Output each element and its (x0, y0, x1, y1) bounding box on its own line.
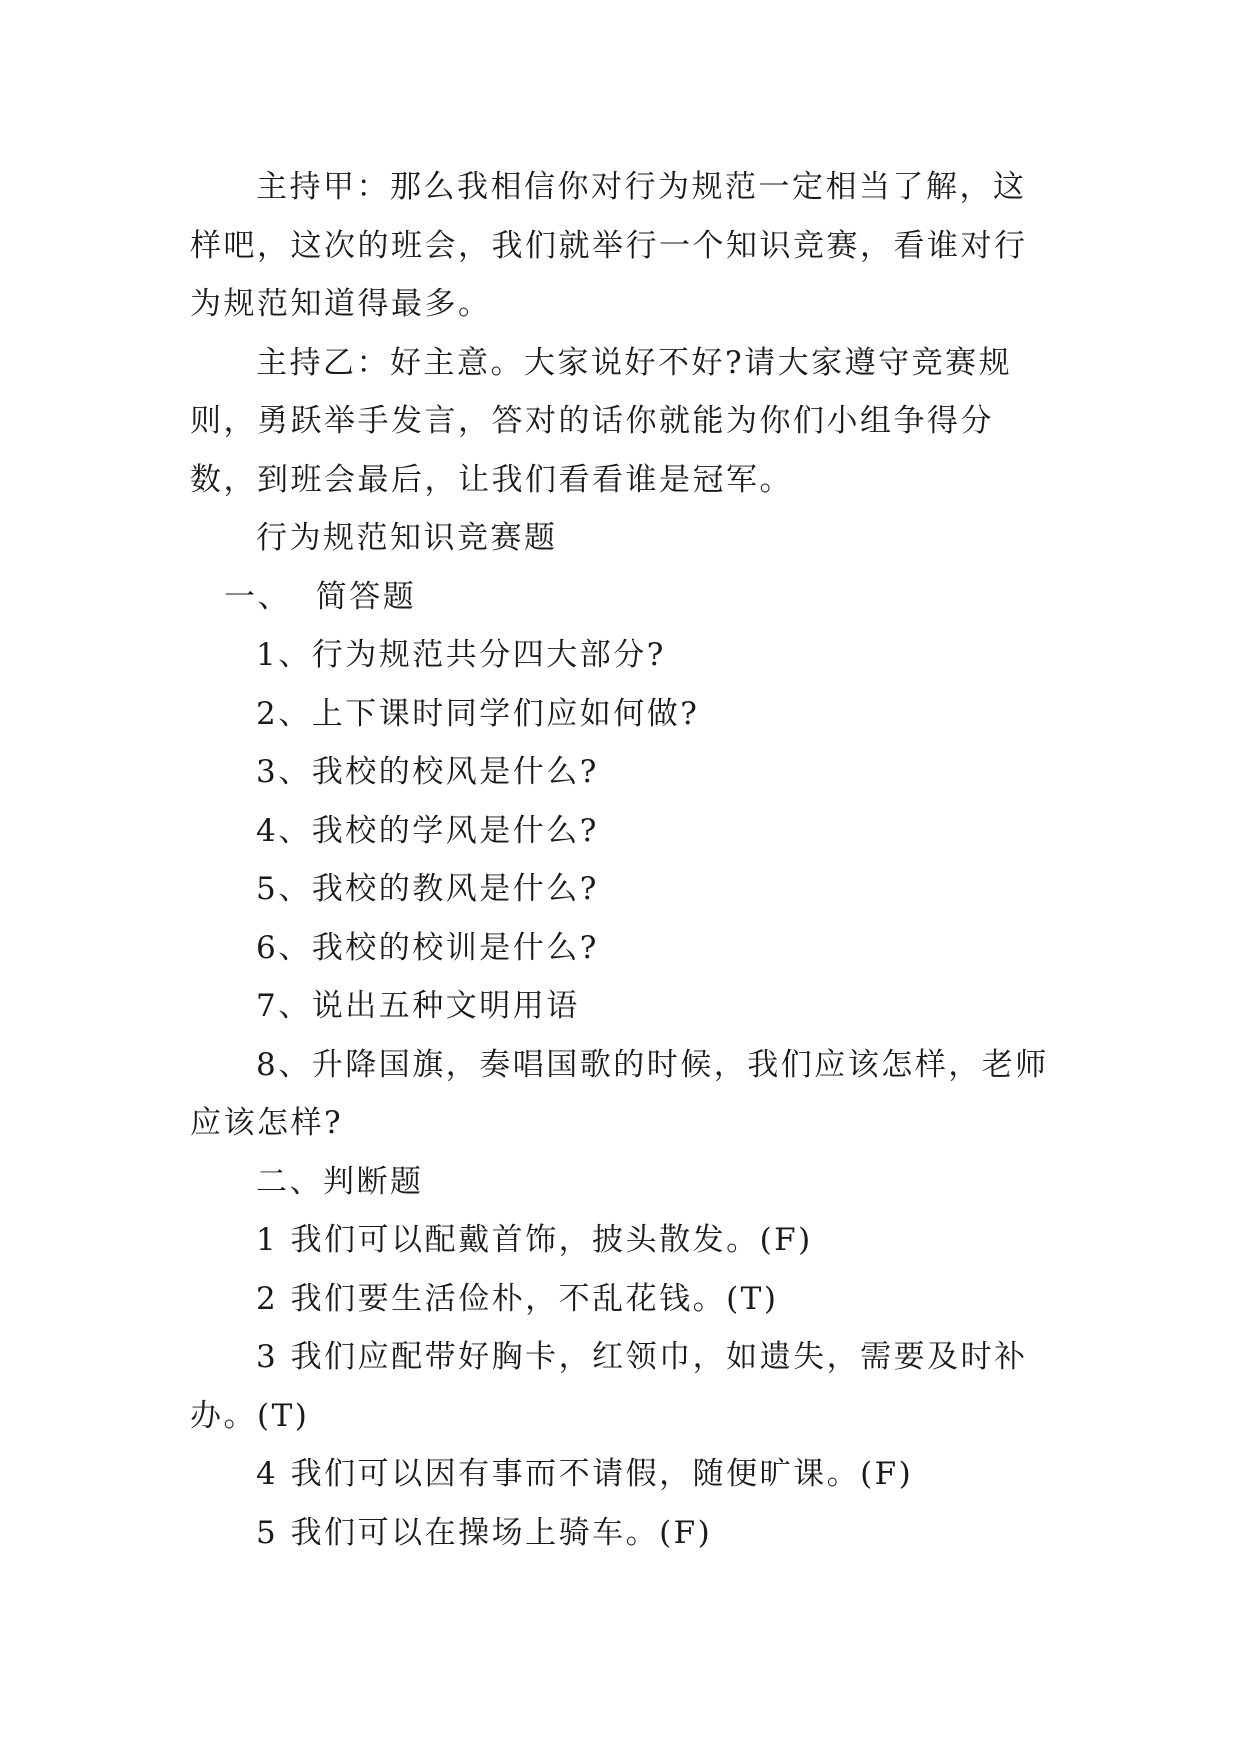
true-false-item: 5 我们可以在操场上骑车。(F) (256, 1514, 713, 1551)
question-item: 8、升降国旗，奏唱国歌的时候，我们应该怎样，老师应该怎样? (190, 1046, 1049, 1141)
true-false-item: 2 我们要生活俭朴，不乱花钱。(T) (256, 1280, 779, 1317)
document-body (190, 158, 1052, 1562)
section-heading-short-answer: 一、 简答题 (224, 578, 417, 615)
quiz-title: 行为规范知识竞赛题 (256, 520, 558, 556)
question-item: 3、我校的校风是什么? (256, 754, 599, 790)
question-item: 6、我校的校训是什么? (256, 929, 599, 966)
question-item: 4、我校的学风是什么? (256, 812, 599, 849)
true-false-item: 3 我们应配带好胸卡，红领巾，如遗失，需要及时补办。(T) (190, 1339, 1028, 1434)
question-item: 5、我校的教风是什么? (256, 871, 599, 907)
true-false-item: 1 我们可以配戴首饰，披头散发。(F) (256, 1222, 813, 1258)
dialogue-host-b: 主持乙：好主意。大家说好不好?请大家遵守竞赛规则，勇跃举手发言，答对的话你就能为你们小组争得分数，到班会最后，让我们看看谁是冠军。 (190, 344, 1013, 498)
section-heading-true-false: 二、判断题 (256, 1163, 424, 1200)
question-item: 7、说出五种文明用语 (256, 988, 580, 1024)
question-item: 2、上下课时同学们应如何做? (256, 695, 700, 732)
dialogue-host-a: 主持甲：那么我相信你对行为规范一定相当了解，这样吧，这次的班会，我们就举行一个知识竞赛，看谁对行为规范知道得最多。 (190, 169, 1028, 322)
true-false-item: 4 我们可以因有事而不请假，随便旷课。(F) (256, 1456, 914, 1492)
question-item: 1、行为规范共分四大部分? (256, 637, 666, 673)
